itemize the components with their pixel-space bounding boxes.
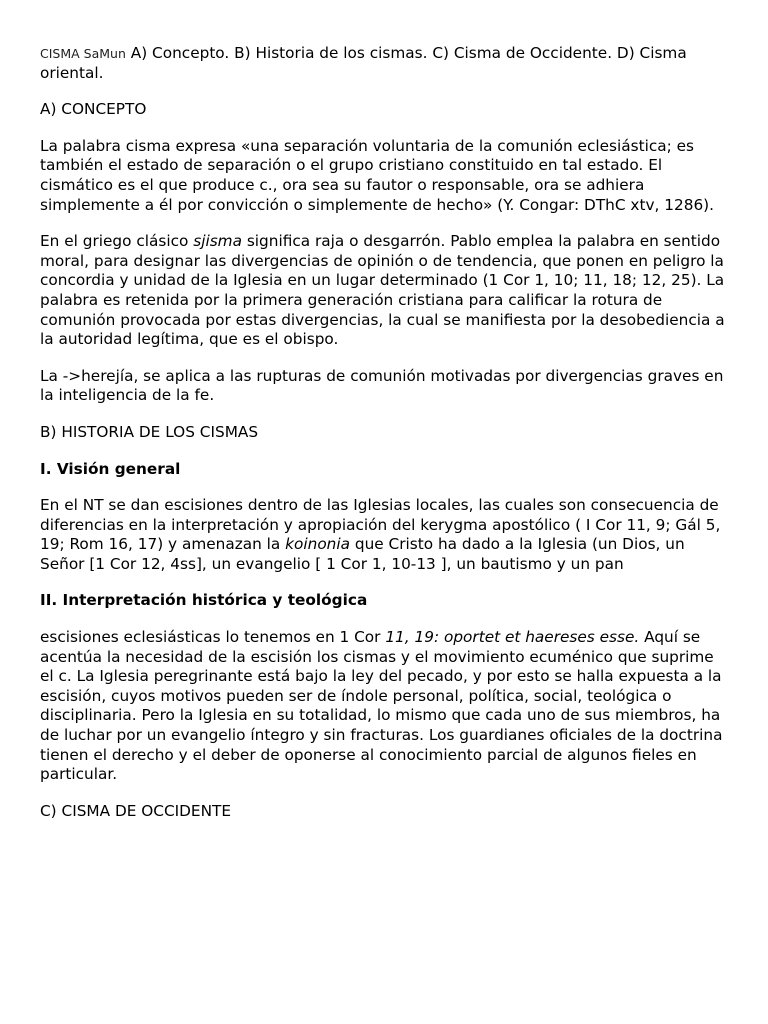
paragraph-text: escisiones eclesiásticas lo tenemos en 1 Cor <box>40 628 386 647</box>
section-a-paragraph-2 <box>40 232 728 350</box>
italic-citation: 11, 19: oportet et haereses esse. <box>385 628 640 647</box>
section-b-subheading-2: II. Interpretación histórica y teológica <box>40 591 368 610</box>
italic-term: koinonia <box>285 535 350 554</box>
section-b-paragraph-1 <box>40 496 728 574</box>
section-b-subheading-1: I. Visión general <box>40 459 181 478</box>
paragraph-text: En el griego clásico <box>40 232 194 251</box>
italic-term: sjisma <box>193 232 242 251</box>
paragraph-text: que Cristo ha dado a la Iglesia (un Dios, un Señor [1 Cor 12, 4ss], un evangelio [ 1 Cor 1, 10-13 ], un bautismo y un pan <box>40 535 685 573</box>
paragraph-text: Aquí se acentúa la necesidad de la escisión los cismas y el movimiento ecuménico que suprime el c. La Iglesia peregrinante está bajo la ley del pecado, y por esto se halla expuesta a la escisión, cuyos motivos pueden ser de índole personal, política, social, teológica o disciplinaria. Pero la Iglesia en su totalidad, lo mismo que cada uno de sus miembros, ha de luchar por un evangelio íntegro y sin fracturas. Los guardianes oficiales de la doctrina tienen el derecho y el deber de oponerse al conocimiento parcial de algunos fieles en particular. <box>40 628 723 784</box>
section-a-heading: A) CONCEPTO <box>40 100 147 119</box>
outline-text: A) Concepto. B) Historia de los cismas. C) Cisma de Occidente. D) Cisma oriental. <box>40 44 687 82</box>
paragraph-text: En el NT se dan escisiones dentro de las Iglesias locales, las cuales son consecuencia de diferencias en la interpretación y apropiación del kerygma apostólico ( I Cor 11, 9; Gál 5, 19; Rom 16, 17) y amenazan la <box>40 496 721 554</box>
section-b-heading: B) HISTORIA DE LOS CISMAS <box>40 422 259 441</box>
section-a-paragraph-3: La ->herejía, se aplica a las rupturas de comunión motivadas por divergencias graves en la inteligencia de la fe. <box>40 366 724 405</box>
section-b-paragraph-2 <box>40 628 728 785</box>
section-c-heading: C) CISMA DE OCCIDENTE <box>40 801 232 820</box>
source-label: CISMA SaMun <box>40 46 126 61</box>
section-a-paragraph-1: La palabra cisma expresa «una separación voluntaria de la comunión eclesiástica; es también el estado de separación o el grupo cristiano constituido en tal estado. El cismático es el que produce c., ora sea su fautor o responsable, ora se adhiera simplemente a él por convicción o simplemente de hecho» (Y. Congar: DThC xtv, 1286). <box>40 136 715 214</box>
paragraph-text: significa raja o desgarrón. Pablo emplea la palabra en sentido moral, para designar las divergencias de opinión o de tendencia, que ponen en peligro la concordia y unidad de la Iglesia en un lugar determinado (1 Cor 1, 10; 11, 18; 12, 25). La palabra es retenida por la primera generación cristiana para calificar la rotura de comunión provocada por estas divergencias, la cual se manifiesta por la desobediencia a la autoridad legítima, que es el obispo. <box>40 232 725 349</box>
document-intro <box>40 44 728 83</box>
